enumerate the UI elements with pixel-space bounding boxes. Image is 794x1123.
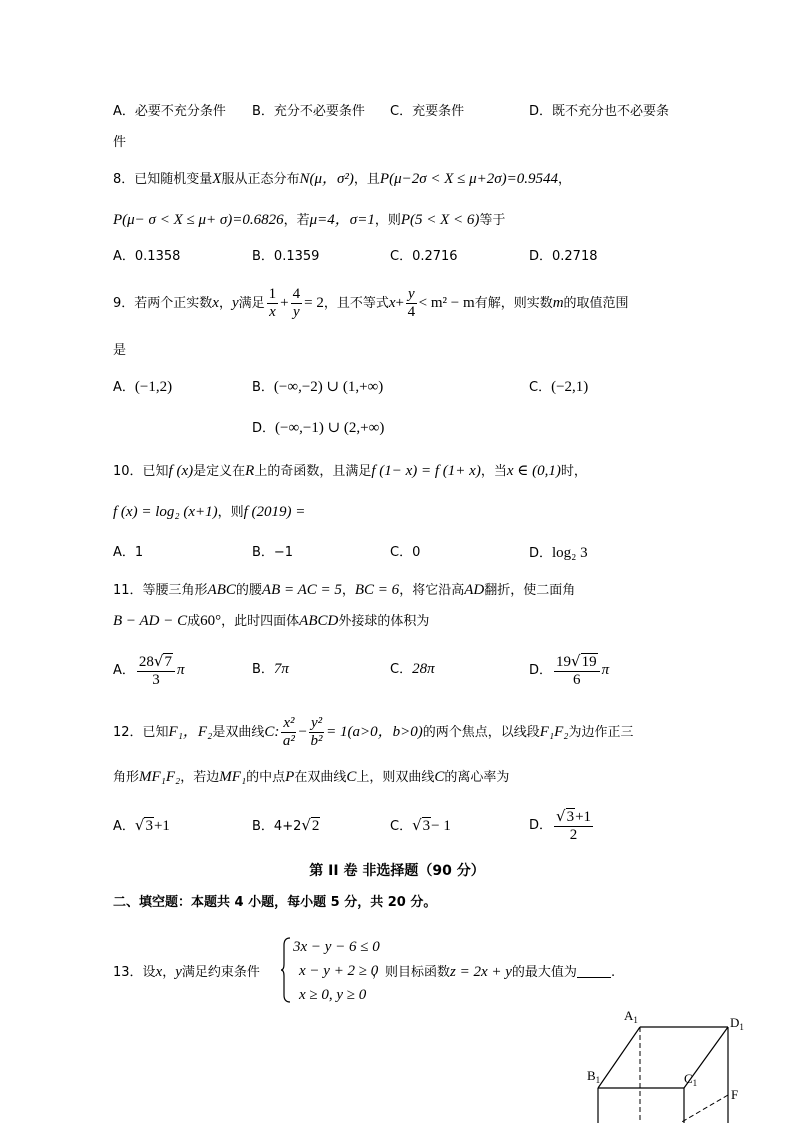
q10-stem-line2: f (x) = log₂ (x+1)，则f (2019) = (113, 504, 306, 520)
q9-option-c: C．(−2,1) (529, 379, 589, 395)
q12-option-d: D． $\frac{√3+1}{2}$ (529, 806, 592, 843)
label-b1: $B_1$ (587, 1068, 601, 1085)
q8-option-d: D．0.2718 (529, 249, 598, 264)
q8-option-b: B．0.1359 (252, 249, 320, 264)
q8-prob-2: P(μ− σ < X ≤ μ+ σ)=0.6826 (113, 212, 284, 228)
q9-y: y (231, 295, 239, 311)
q9-inequality: < m² − m (418, 295, 475, 311)
q9-m: m (552, 295, 564, 311)
label-a1: $A_1$ (624, 1008, 638, 1025)
q10-option-a: A．1 (113, 545, 144, 560)
q9-x: x (212, 295, 219, 311)
q11-legs: AB = AC = 5 (261, 582, 342, 598)
q13-brace (281, 937, 291, 1003)
q11-option-d: D． $\frac{19√19}{6}$ π (529, 651, 610, 688)
q8-condition: μ=4，σ=1 (309, 212, 375, 228)
q8-stem-2: 服从正态分布 (221, 172, 300, 187)
q8-var-x: X (212, 171, 222, 187)
q7-option-c: C．充要条件 (390, 104, 465, 119)
q8-option-c: C．0.2716 (390, 249, 458, 264)
q8-stem-line1 (113, 170, 571, 189)
q11-option-b: B．7π (252, 661, 289, 677)
q9-stem-wrap: 是 (113, 343, 127, 358)
q12-stem-line2: 角形MF₁F₂，若边MF₁的中点P在双曲线C上，则双曲线C的离心率为 (113, 769, 510, 785)
q9-option-b: B．(−∞,−2) ∪ (1,+∞) (252, 379, 384, 395)
q9-x-2: x (388, 295, 396, 311)
q8-stem-6: 等于 (479, 213, 506, 228)
q12-rhs: = 1(a>0，b>0) (326, 724, 423, 740)
q7-option-a: A．必要不充分条件 (113, 104, 226, 119)
label-f: F (731, 1087, 739, 1102)
q9-fraction-y-over-4: $\frac{y}{4}$ (407, 286, 416, 320)
q12-option-b: B．4+2√2 (252, 816, 320, 834)
q9-fraction-1-over-x: $\frac{1}{x}$ (268, 286, 277, 320)
q8-stem-5: ，则 (374, 213, 401, 228)
q8-stem-4: ，若 (283, 213, 310, 228)
q10-fx: f (x) (168, 463, 194, 479)
q12-stem-line1: 12．已知F₁，F₂是双曲线C: $\frac{\text{x²}}{\text{a²}}$ − $\frac{\text{y²}}{\text{b²}}$ = 1(a>0，b>0)的两个焦点，以线段F₁F₂为边作正三 (113, 715, 634, 749)
q8-target: P(5 < X < 6) (400, 212, 480, 228)
q8-option-a: A．0.1358 (113, 249, 181, 264)
q9-stem-line1: 9．若两个正实数x，y满足 $\frac{1}{x}$ + $\frac{4}{y}$ = 2，且不等式x+ $\frac{y}{4}$ < m² − m有解，则实数m的取值范围 (113, 286, 629, 320)
q9-equals: = 2 (304, 295, 324, 311)
q10-relation: f (1− x) = f (1+ x) (371, 463, 481, 479)
q9-stem-1: 9．若两个正实数 (113, 296, 213, 311)
q8-stem-line2 (113, 211, 505, 230)
q10-r: R (245, 463, 255, 479)
q10-target: f (2019) = (243, 504, 306, 520)
q8-distribution: N(μ，σ²) (299, 171, 354, 187)
q10-option-b: B．−1 (252, 545, 294, 560)
q9-stem-5: 的取值范围 (563, 296, 629, 311)
part2-title: 第 II 卷 非选择题（90 分） (309, 863, 485, 879)
q10-option-c: C．0 (390, 545, 421, 560)
q13-constraint-3: x ≥ 0, y ≥ 0 (299, 987, 367, 1003)
q11-option-a: A． $\frac{28√7}{3}$ π (113, 651, 185, 688)
q10-option-d: D．log₂ 3 (529, 545, 588, 561)
q13-stem-2: ，则目标函数z = 2x + y的最大值为 . (372, 964, 616, 980)
q13-stem: 13．设x，y满足约束条件 (113, 964, 260, 980)
q7-option-d-wrap: 件 (113, 135, 127, 150)
segment-f-hidden (680, 1095, 728, 1123)
q9-stem-2: 满足 (238, 296, 265, 311)
q13-answer-blank (577, 965, 611, 978)
q9-stem-3: ，且不等式 (323, 296, 389, 311)
q13-constraint-2: x − y + 2 ≥ 0 (299, 963, 379, 979)
q7-option-d: D．既不充分也不必要条 (529, 104, 670, 119)
q13-objective: z = 2x + y (450, 964, 512, 980)
section-fill-in-header: 二、填空题：本题共 4 小题，每小题 5 分，共 20 分。 (113, 895, 437, 910)
q12-option-a: A．√3+1 (113, 816, 170, 834)
q10-stem-line1: 10．已知f (x)是定义在R上的奇函数，且满足f (1− x) = f (1+ x)，当x ∈ (0,1)时， (113, 463, 587, 479)
q11-base: BC = 6 (354, 582, 400, 598)
q10-definition: f (x) = log₂ (x+1) (113, 504, 218, 520)
q12-option-c: C．√3− 1 (390, 816, 451, 834)
q9-option-a: A．(−1,2) (113, 379, 173, 395)
q9-stem-4: 有解，则实数 (474, 296, 553, 311)
cube-figure (570, 1000, 770, 1123)
q9-comma: ， (218, 296, 232, 311)
q9-fraction-4-over-y: $\frac{4}{y}$ (292, 286, 301, 320)
q8-stem-1: 8．已知随机变量 (113, 172, 213, 187)
label-d1: $D_1$ (730, 1015, 744, 1032)
q11-option-c: C．28π (390, 661, 435, 677)
q10-domain: x ∈ (0,1) (506, 463, 561, 479)
q11-stem-line1: 11．等腰三角形ABC的腰AB = AC = 5，BC = 6，将它沿高AD翻折，使二面角 (113, 582, 576, 598)
edge-b1-a1 (598, 1027, 640, 1088)
q8-stem-3: ，且 (353, 172, 380, 187)
q11-stem-line2: B − AD − C成60°，此时四面体ABCD外接球的体积为 (113, 613, 430, 629)
label-c1: $C_1$ (684, 1071, 698, 1088)
q11-angle: B − AD − C (113, 613, 188, 629)
q7-option-b: B．充分不必要条件 (252, 104, 365, 119)
q8-prob-1: P(μ−2σ < X ≤ μ+2σ)=0.9544 (379, 171, 559, 187)
q8-comma: ， (558, 172, 572, 187)
q9-option-d: D．(−∞,−1) ∪ (2,+∞) (252, 420, 385, 436)
q13-constraint-1: 3x − y − 6 ≤ 0 (293, 939, 380, 955)
